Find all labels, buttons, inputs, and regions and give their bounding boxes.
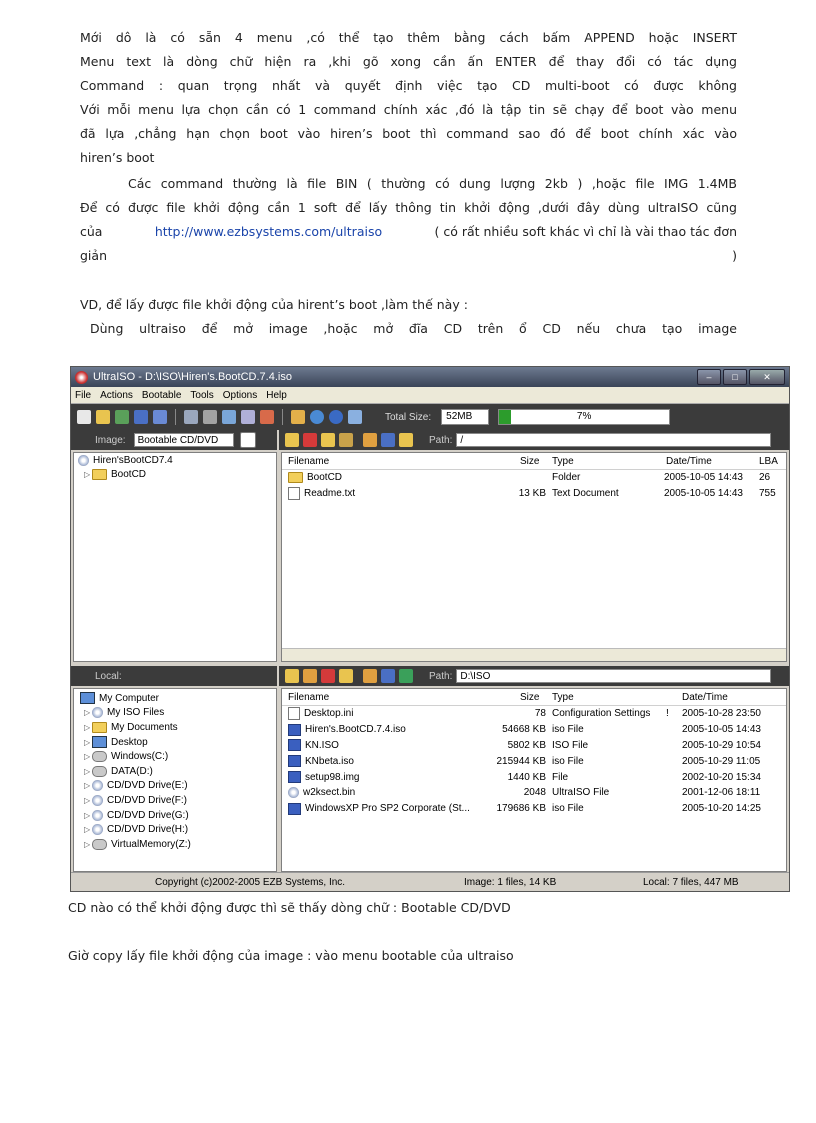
text-line: Để có được file khởi động cần 1 soft để lấy thông tin khởi động ,dưới đây dùng ultraISO cũng xyxy=(80,200,737,215)
file-date: 2005-10-28 23:50 xyxy=(682,708,761,720)
rename-icon[interactable] xyxy=(339,433,353,447)
file-name: Desktop.ini xyxy=(304,708,354,720)
cd-drive-icon xyxy=(92,810,103,821)
iso-icon xyxy=(288,739,301,751)
title-bar xyxy=(71,367,789,387)
capacity-percent: 7% xyxy=(576,411,592,422)
view-icon[interactable] xyxy=(381,669,395,683)
local-list-header xyxy=(279,666,789,686)
tree-item[interactable] xyxy=(74,793,276,808)
file-flag: ! xyxy=(666,708,669,720)
text-line xyxy=(80,244,737,268)
tree-item-label: CD/DVD Drive(G:) xyxy=(107,809,189,821)
caption-line-1: CD nào có thể khởi động được thì sẽ thấy dòng chữ : Bootable CD/DVD xyxy=(68,900,511,915)
table-row[interactable] xyxy=(282,470,786,486)
tree-item[interactable] xyxy=(74,764,276,779)
total-size-label: Total Size: xyxy=(385,411,432,423)
info-icon[interactable] xyxy=(310,410,324,424)
file-name: WindowsXP Pro SP2 Corporate (St... xyxy=(305,803,470,815)
file-name: Readme.txt xyxy=(304,488,356,500)
tree-item-label: CD/DVD Drive(F:) xyxy=(107,794,187,806)
expand-icon[interactable]: ▷ xyxy=(84,470,91,480)
table-row[interactable] xyxy=(282,706,786,722)
tree-item-label: Windows(C:) xyxy=(111,751,169,763)
virtual-drive-icon[interactable] xyxy=(260,410,274,424)
menu-actions[interactable]: Actions xyxy=(100,389,133,401)
intro-paragraph xyxy=(80,26,737,170)
expand-icon[interactable]: ▷ xyxy=(84,752,91,762)
tree-item-label: BootCD xyxy=(111,469,147,481)
table-row[interactable] xyxy=(282,738,786,754)
up-folder-icon[interactable] xyxy=(285,433,299,447)
up-folder-icon[interactable] xyxy=(285,669,299,683)
maximize-button[interactable]: □ xyxy=(723,369,747,385)
file-lba: 755 xyxy=(759,488,776,500)
tree-item[interactable] xyxy=(74,691,276,706)
text-line: Với mỗi menu lựa chọn cần có 1 command chính xác ,đó là tập tin sẽ chạy để boot vào menu xyxy=(80,102,737,117)
help-icon[interactable] xyxy=(329,410,343,424)
file-date: 2005-10-29 10:54 xyxy=(682,739,761,751)
iso-icon xyxy=(288,755,301,767)
col-date[interactable]: Date/Time xyxy=(682,691,728,703)
file-type: iso File xyxy=(552,755,584,767)
file-date: 2005-10-20 14:25 xyxy=(682,803,761,815)
file-type: ISO File xyxy=(552,739,589,751)
text-line: hiren’s boot xyxy=(80,150,155,165)
filter-icon[interactable] xyxy=(399,669,413,683)
local-label: Local: xyxy=(95,670,122,682)
file-date: 2005-10-05 14:43 xyxy=(664,472,743,484)
file-name: setup98.img xyxy=(305,771,360,783)
image-path-input[interactable]: / xyxy=(456,433,771,447)
extract-icon[interactable] xyxy=(184,410,198,424)
tree-item[interactable] xyxy=(74,735,276,750)
tree-item-label: VirtualMemory(Z:) xyxy=(111,838,191,850)
close-button[interactable]: ✕ xyxy=(749,369,785,385)
file-size: 2048 xyxy=(523,787,546,799)
file-lba: 26 xyxy=(759,472,771,484)
expand-icon[interactable]: ▷ xyxy=(84,781,91,791)
properties-icon[interactable] xyxy=(291,410,305,424)
total-size-value: 52MB xyxy=(441,409,489,425)
menu-help[interactable]: Help xyxy=(266,389,287,401)
window-title: UltraISO - D:\ISO\Hiren's.BootCD.7.4.iso xyxy=(93,371,292,383)
file-size: 179686 KB xyxy=(496,803,546,815)
toolbar-separator xyxy=(282,409,283,425)
table-row[interactable] xyxy=(282,801,786,817)
text-line: Các command thường là file BIN ( thường có dung lượng 2kb ) ,hoặc file IMG 1.4MB xyxy=(128,176,737,191)
file-type: iso File xyxy=(552,803,584,815)
file-date: 2005-10-05 14:43 xyxy=(682,724,761,736)
col-size[interactable]: Size xyxy=(520,455,540,467)
compress-icon[interactable] xyxy=(241,410,255,424)
file-name: w2ksect.bin xyxy=(303,787,356,799)
file-date: 2005-10-05 14:43 xyxy=(664,488,743,500)
menu-file[interactable]: File xyxy=(75,389,92,401)
col-type[interactable]: Type xyxy=(552,455,574,467)
iso-icon xyxy=(288,803,301,815)
file-type: UltraISO File xyxy=(552,787,610,799)
tree-item[interactable] xyxy=(74,749,276,764)
expand-icon[interactable]: ▷ xyxy=(84,737,91,747)
file-type: Text Document xyxy=(552,488,619,500)
cd-icon xyxy=(92,707,103,718)
expand-icon[interactable]: ▷ xyxy=(84,839,91,849)
tree-item-label: CD/DVD Drive(H:) xyxy=(107,824,189,836)
burn-icon[interactable] xyxy=(203,410,217,424)
status-copyright: Copyright (c)2002-2005 EZB Systems, Inc. xyxy=(155,876,346,888)
expand-icon[interactable]: ▷ xyxy=(84,766,91,776)
image-file-list xyxy=(281,452,787,662)
toolbar-separator xyxy=(175,409,176,425)
expand-icon[interactable]: ▷ xyxy=(84,708,91,718)
save-as-icon[interactable] xyxy=(153,410,167,424)
exit-icon[interactable] xyxy=(348,410,362,424)
file-name: KN.ISO xyxy=(305,739,339,751)
tree-item[interactable] xyxy=(74,837,276,852)
tree-item[interactable] xyxy=(74,706,276,721)
tree-item[interactable] xyxy=(74,453,276,468)
minimize-button[interactable]: – xyxy=(697,369,721,385)
file-date: 2005-10-29 11:05 xyxy=(682,755,761,767)
file-name: KNbeta.iso xyxy=(305,755,354,767)
file-icon xyxy=(288,487,300,500)
ultraiso-app-icon xyxy=(75,371,88,384)
drive-icon xyxy=(92,839,107,850)
extract-to-icon[interactable] xyxy=(363,433,377,447)
image-pane-header xyxy=(71,430,277,450)
expand-icon[interactable]: ▷ xyxy=(84,825,91,835)
table-row[interactable] xyxy=(282,722,786,738)
folder-icon xyxy=(288,472,303,483)
tree-item-label: My ISO Files xyxy=(107,707,165,719)
text-line: Command : quan trọng nhất và quyết định việc tạo CD multi-boot có được không xyxy=(80,78,737,93)
text-fragment: ) xyxy=(732,248,737,263)
col-date[interactable]: Date/Time xyxy=(666,455,712,467)
file-size: 215944 KB xyxy=(496,755,546,767)
horizontal-scrollbar[interactable] xyxy=(282,648,786,661)
file-size: 1440 KB xyxy=(507,771,546,783)
expand-icon[interactable]: ▷ xyxy=(84,795,91,805)
col-type[interactable]: Type xyxy=(552,691,574,703)
col-size[interactable]: Size xyxy=(520,691,540,703)
iso-icon xyxy=(288,724,301,736)
cd-drive-icon xyxy=(92,780,103,791)
text-line: VD, để lấy được file khởi động của hirent’s boot ,làm thế này : xyxy=(80,297,468,312)
table-row[interactable] xyxy=(282,753,786,769)
folder-options-icon[interactable] xyxy=(399,433,413,447)
tree-item-label: My Computer xyxy=(99,692,160,704)
cd-icon xyxy=(288,787,299,798)
file-size: 13 KB xyxy=(518,488,546,500)
text-line: đã lựa ,chẳng hạn chọn boot vào hiren’s boot thì command sao đó để boot chính xác vào xyxy=(80,126,737,141)
file-size: 78 xyxy=(534,708,546,720)
text-fragment: ( có rất nhiều soft khác vì chỉ là vài thao tác đơn xyxy=(434,224,737,239)
table-row[interactable] xyxy=(282,769,786,785)
menu-bar xyxy=(71,387,789,404)
local-file-list xyxy=(281,688,787,872)
drive-icon xyxy=(92,766,107,777)
file-date: 2001-12-06 18:11 xyxy=(682,787,761,799)
new-icon[interactable] xyxy=(77,410,91,424)
list-header xyxy=(282,689,786,706)
local-path-label: Path: xyxy=(429,670,453,682)
expand-icon[interactable]: ▷ xyxy=(84,722,91,732)
image-path-label: Path: xyxy=(429,434,453,446)
list-header xyxy=(282,453,786,470)
tree-item[interactable] xyxy=(74,779,276,794)
paragraph-2 xyxy=(80,172,737,268)
menu-bootable[interactable]: Bootable xyxy=(141,389,182,401)
new-folder-icon[interactable] xyxy=(321,433,335,447)
file-type: File xyxy=(552,771,569,783)
image-tree xyxy=(73,452,277,662)
menu-options[interactable]: Options xyxy=(222,389,258,401)
cd-drive-icon xyxy=(92,795,103,806)
tree-item-label: Desktop xyxy=(111,736,148,748)
new-folder-icon[interactable] xyxy=(339,669,353,683)
cd-drive-icon xyxy=(92,824,103,835)
tree-item-label: DATA(D:) xyxy=(111,765,153,777)
image-list-header xyxy=(279,430,789,450)
ultraiso-link[interactable]: http://www.ezbsystems.com/ultraiso xyxy=(154,224,383,239)
text-fragment: giản xyxy=(80,248,107,263)
text-line: Mới dô là có sẵn 4 menu ,có thể tạo thêm bằng cách bấm APPEND hoặc INSERT xyxy=(80,30,737,45)
cd-icon xyxy=(78,455,89,466)
local-tree xyxy=(73,688,277,872)
status-local: Local: 7 files, 447 MB xyxy=(643,876,739,888)
file-type: iso File xyxy=(552,724,584,736)
capacity-bar xyxy=(498,409,670,425)
boot-info-icon[interactable] xyxy=(240,432,256,448)
caption-line-2: Giờ copy lấy file khởi động của image : vào menu bootable của ultraiso xyxy=(68,948,514,963)
file-icon xyxy=(288,707,300,720)
tree-item-label: Hiren'sBootCD7.4 xyxy=(93,454,173,466)
col-filename[interactable]: Filename xyxy=(288,691,330,703)
text-line xyxy=(80,220,737,244)
save-icon[interactable] xyxy=(134,410,148,424)
delete-icon[interactable] xyxy=(321,669,335,683)
col-filename[interactable]: Filename xyxy=(288,455,330,467)
file-size: 5802 KB xyxy=(507,739,546,751)
file-date: 2002-10-20 15:34 xyxy=(682,771,761,783)
file-size: 54668 KB xyxy=(502,724,546,736)
view-icon[interactable] xyxy=(381,433,395,447)
menu-tools[interactable]: Tools xyxy=(190,389,214,401)
tree-item[interactable] xyxy=(74,808,276,823)
file-type: Folder xyxy=(552,472,581,484)
bootable-indicator: Bootable CD/DVD xyxy=(134,433,234,447)
desktop-icon xyxy=(92,736,107,748)
folder-icon xyxy=(92,469,107,480)
ultraiso-window xyxy=(70,366,790,892)
table-row[interactable] xyxy=(282,486,786,502)
drive-icon xyxy=(92,751,107,762)
table-row[interactable] xyxy=(282,785,786,801)
text-line: Dùng ultraiso để mở image ,hoặc mở đĩa CD trên ổ CD nếu chưa tạo image xyxy=(90,321,737,336)
status-bar xyxy=(71,872,789,891)
computer-icon xyxy=(80,692,95,704)
file-type: Configuration Settings xyxy=(552,708,651,720)
toolbar xyxy=(71,404,789,430)
col-lba[interactable]: LBA xyxy=(759,455,778,467)
tree-item[interactable] xyxy=(74,822,276,837)
iso-icon xyxy=(288,771,301,783)
refresh-icon[interactable] xyxy=(363,669,377,683)
status-image: Image: 1 files, 14 KB xyxy=(464,876,557,888)
paragraph-3 xyxy=(80,293,737,341)
tree-item[interactable] xyxy=(74,720,276,735)
text-line: Menu text là dòng chữ hiện ra ,khi gõ xong cần ấn ENTER để thay đổi có tác dụng xyxy=(80,54,737,69)
delete-icon[interactable] xyxy=(303,433,317,447)
text-fragment: của xyxy=(80,224,103,239)
tree-item-label: My Documents xyxy=(111,721,178,733)
local-pane-header xyxy=(71,666,277,686)
reload-icon[interactable] xyxy=(115,410,129,424)
image-label: Image: xyxy=(95,434,126,446)
open-icon[interactable] xyxy=(96,410,110,424)
mount-icon[interactable] xyxy=(222,410,236,424)
add-icon[interactable] xyxy=(303,669,317,683)
expand-icon[interactable]: ▷ xyxy=(84,810,91,820)
local-path-input[interactable]: D:\ISO xyxy=(456,669,771,683)
tree-item-label: CD/DVD Drive(E:) xyxy=(107,780,188,792)
file-name: Hiren's.BootCD.7.4.iso xyxy=(305,724,406,736)
tree-item[interactable] xyxy=(74,468,276,483)
file-name: BootCD xyxy=(307,472,343,484)
folder-icon xyxy=(92,722,107,733)
